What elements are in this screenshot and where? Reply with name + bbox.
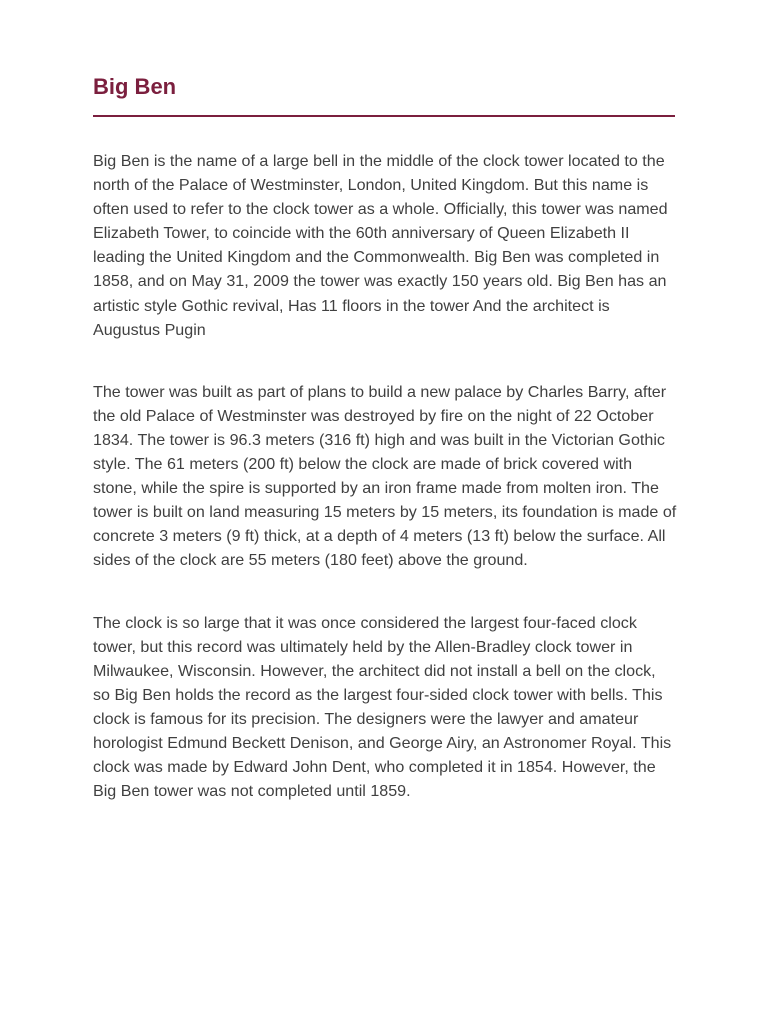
- title-divider: [93, 115, 675, 117]
- paragraph-construction: The tower was built as part of plans to build a new palace by Charles Barry, after the old Palace of Westminster was destroyed by fire on the night of 22 October 1834. The tower is 96.3 meters (316 ft) high and was built in the Victorian Gothic style. The 61 meters (200 ft) below the clock are made of brick covered with stone, while the spire is supported by an iron frame made from molten iron. The tower is built on land measuring 15 meters by 15 meters, its foundation is made of concrete 3 meters (9 ft) thick, at a depth of 4 meters (13 ft) below the surface. All sides of the clock are 55 meters (180 feet) above the ground.: [93, 382, 677, 570]
- paragraph-intro: Big Ben is the name of a large bell in the middle of the clock tower located to the north of the Palace of Westminster, London, United Kingdom. But this name is often used to refer to the clock tower as a whole. Officially, this tower was named Elizabeth Tower, to coincide with the 60th anniversary of Queen Elizabeth II leading the United Kingdom and the Commonwealth. Big Ben was completed in 1858, and on May 31, 2009 the tower was exactly 150 years old. Big Ben has an artistic style Gothic revival, Has 11 floors in the tower And the architect is Augustus Pugin: [93, 152, 668, 339]
- paragraph-clock: The clock is so large that it was once considered the largest four-faced clock tower, but this record was ultimately held by the Allen-Bradley clock tower in Milwaukee, Wisconsin. However, the architect did not install a bell on the clock, so Big Ben holds the record as the largest four-sided clock tower with bells. This clock is famous for its precision. The designers were the lawyer and amateur horologist Edmund Beckett Denison, and George Airy, an Astronomer Royal. This clock was made by Edward John Dent, who completed it in 1854. However, the Big Ben tower was not completed until 1859.: [93, 613, 672, 801]
- document-title: Big Ben: [93, 74, 177, 99]
- document-page: [93, 70, 677, 803]
